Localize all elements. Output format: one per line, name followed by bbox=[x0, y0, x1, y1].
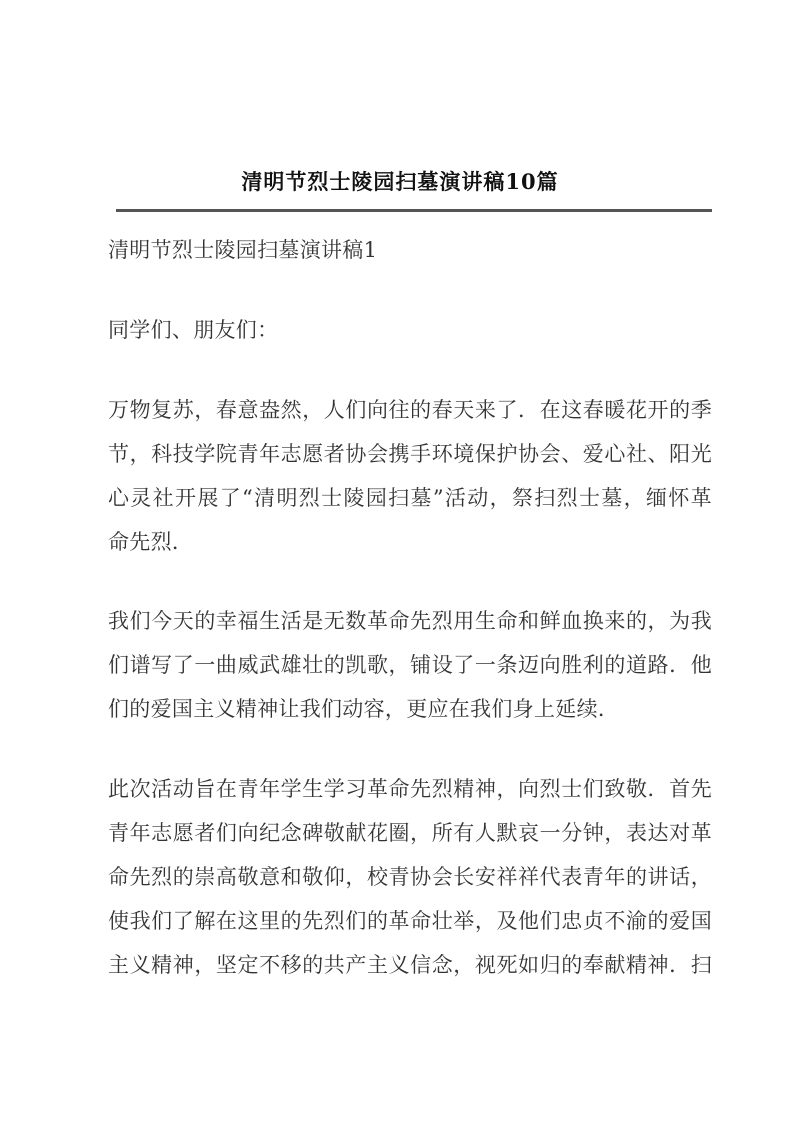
paragraph-line: 青年志愿者们向纪念碑敬献花圈，所有人默哀一分钟，表达对革 bbox=[108, 821, 712, 845]
paragraph-line: 使我们了解在这里的先烈们的革命壮举，及他们忠贞不渝的爱国 bbox=[108, 909, 712, 933]
paragraph-line: 我们今天的幸福生活是无数革命先烈用生命和鲜血换来的，为我 bbox=[108, 609, 712, 633]
salutation: 同学们、朋友们： bbox=[108, 318, 279, 342]
document-title: 清明节烈士陵园扫墓演讲稿10篇 bbox=[241, 169, 559, 194]
title-divider bbox=[116, 209, 712, 212]
paragraph-line: 主义精神，坚定不移的共产主义信念，视死如归的奉献精神．扫 bbox=[108, 953, 712, 977]
paragraph-line: 节，科技学院青年志愿者协会携手环境保护协会、爱心社、阳光 bbox=[108, 442, 712, 466]
paragraph-line: 心灵社开展了“清明烈士陵园扫墓”活动，祭扫烈士墓，缅怀革 bbox=[108, 486, 712, 510]
paragraph-line: 们的爱国主义精神让我们动容，更应在我们身上延续． bbox=[108, 697, 620, 721]
paragraph-line: 命先烈的崇高敬意和敬仰，校青协会长安祥祥代表青年的讲话， bbox=[108, 865, 712, 889]
paragraph-line: 万物复苏，春意盎然，人们向往的春天来了．在这春暖花开的季 bbox=[108, 398, 712, 422]
section-heading: 清明节烈士陵园扫墓演讲稿1 bbox=[108, 238, 378, 262]
paragraph-line: 命先烈． bbox=[108, 530, 194, 554]
paragraph-line: 们谱写了一曲威武雄壮的凯歌，铺设了一条迈向胜利的道路．他 bbox=[108, 653, 712, 677]
paragraph-line: 此次活动旨在青年学生学习革命先烈精神，向烈士们致敬．首先 bbox=[108, 777, 712, 801]
